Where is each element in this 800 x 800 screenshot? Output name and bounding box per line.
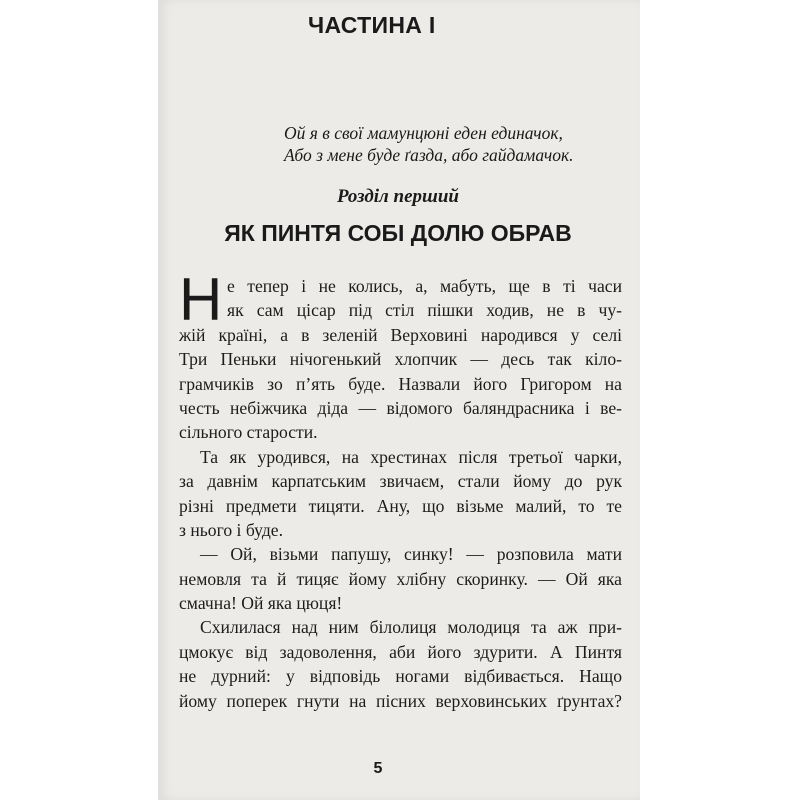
body-line: не дурний: у відповідь ногами відбивається. Нащо <box>179 666 622 687</box>
book-page <box>158 0 640 800</box>
body-line: немовля та й тицяє йому хлібну скоринку. — Ой яка <box>179 568 622 589</box>
body-line: грамчиків зо п’ять буде. Назвали його Григором на <box>179 373 622 394</box>
body-line: жій країні, а в зеленій Верховині народився у селі <box>179 324 622 345</box>
body-line: честь небіжчика діда — відомого баляндрасника і ве- <box>179 397 622 418</box>
epigraph-line: Ой я в свої мамунцюні еден единачок, <box>284 123 563 143</box>
epigraph <box>284 122 604 166</box>
body-line: різні предмети тицяти. Ану, що візьме малий, то те <box>179 495 622 516</box>
chapter-title: ЯК ПИНТЯ СОБІ ДОЛЮ ОБРАВ <box>224 220 572 246</box>
body-line: сільного старости. <box>179 422 318 443</box>
body-line: смачна! Ой яка цюця! <box>179 593 343 614</box>
body-line: Три Пеньки нічогенький хлопчик — десь так кіло- <box>179 349 622 370</box>
epigraph-line: Або з мене буде ґазда, або гайдамачок. <box>284 145 574 165</box>
body-line: за давнім карпатським звичаєм, стали йому до рук <box>179 471 622 492</box>
body-line: Схилилася над ним білолиця молодиця та аж при- <box>200 617 622 638</box>
part-title: ЧАСТИНА І <box>308 12 436 38</box>
body-line: йому поперек гнути на пісних верховинських ґрунтах? <box>179 690 622 711</box>
body-text <box>179 266 622 713</box>
body-line: — Ой, візьми папушу, синку! — розповила мати <box>200 544 622 565</box>
drop-cap: Н <box>179 266 223 333</box>
chapter-number: Розділ перший <box>337 186 459 207</box>
body-line: як сам цісар під стіл пішки ходив, не в чу- <box>227 300 622 321</box>
body-line: Та як уродився, на хрестинах після третьої чарки, <box>200 446 622 467</box>
body-line: цмокує від задоволення, аби його здурити. А Пинтя <box>179 641 622 662</box>
page-number: 5 <box>373 760 383 777</box>
body-line: е тепер і не колись, а, мабуть, ще в ті часи <box>227 276 622 296</box>
body-line: з нього і буде. <box>179 519 283 540</box>
